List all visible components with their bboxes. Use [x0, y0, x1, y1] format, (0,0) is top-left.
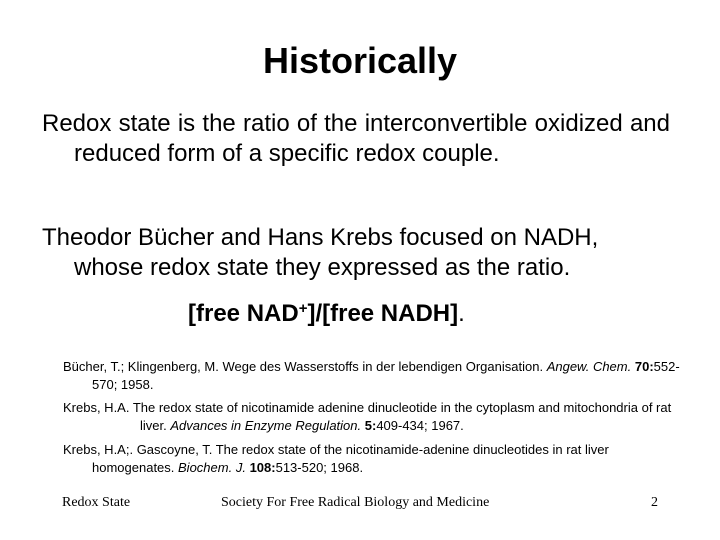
- reference-authors: Bücher, T.; Klingenberg, M. Wege des Wasserstoffs in der lebendigen Organisation.: [63, 359, 547, 374]
- footer-society-label: Society For Free Radical Biology and Medicine: [221, 495, 490, 510]
- formula-numerator: [free NAD: [188, 300, 299, 327]
- ratio-formula: [188, 299, 465, 329]
- reference-authors: Krebs, H.A. The redox state of nicotinamide adenine dinucleotide in the cytoplasm and mitochondria of rat liver.: [63, 400, 672, 433]
- reference-authors: Krebs, H.A;. Gascoyne, T. The redox state of the nicotinamide-adenine dinucleotides in rat liver homogenates.: [63, 442, 609, 475]
- bucher-krebs-paragraph: Theodor Bücher and Hans Krebs focused on NADH, whose redox state they expressed as the ratio.: [42, 224, 599, 281]
- reference-pages: 513-520; 1968.: [275, 460, 364, 475]
- reference-journal: Biochem. J.: [178, 460, 246, 475]
- definition-paragraph: Redox state is the ratio of the interconvertible oxidized and reduced form of a specific redox couple.: [42, 110, 670, 167]
- formula-denominator: ]/[free NADH]: [307, 300, 459, 327]
- slide-title: Historically: [262, 40, 458, 81]
- reference-pages: 409-434; 1967.: [376, 418, 464, 433]
- formula-period: .: [458, 300, 465, 327]
- reference-volume: 108:: [249, 460, 276, 475]
- reference-journal: Angew. Chem.: [546, 359, 632, 374]
- reference-volume: 5:: [364, 418, 377, 433]
- footer-left-label: Redox State: [62, 495, 131, 510]
- reference-journal: Advances in Enzyme Regulation.: [170, 418, 362, 433]
- page-number: 2: [651, 495, 658, 510]
- reference-volume: 70:: [634, 359, 654, 374]
- reference-1: [63, 358, 683, 394]
- reference-3: [63, 441, 683, 477]
- reference-pages: 552-570; 1958.: [92, 359, 680, 392]
- formula-superscript: +: [298, 300, 308, 317]
- reference-2: [63, 399, 683, 435]
